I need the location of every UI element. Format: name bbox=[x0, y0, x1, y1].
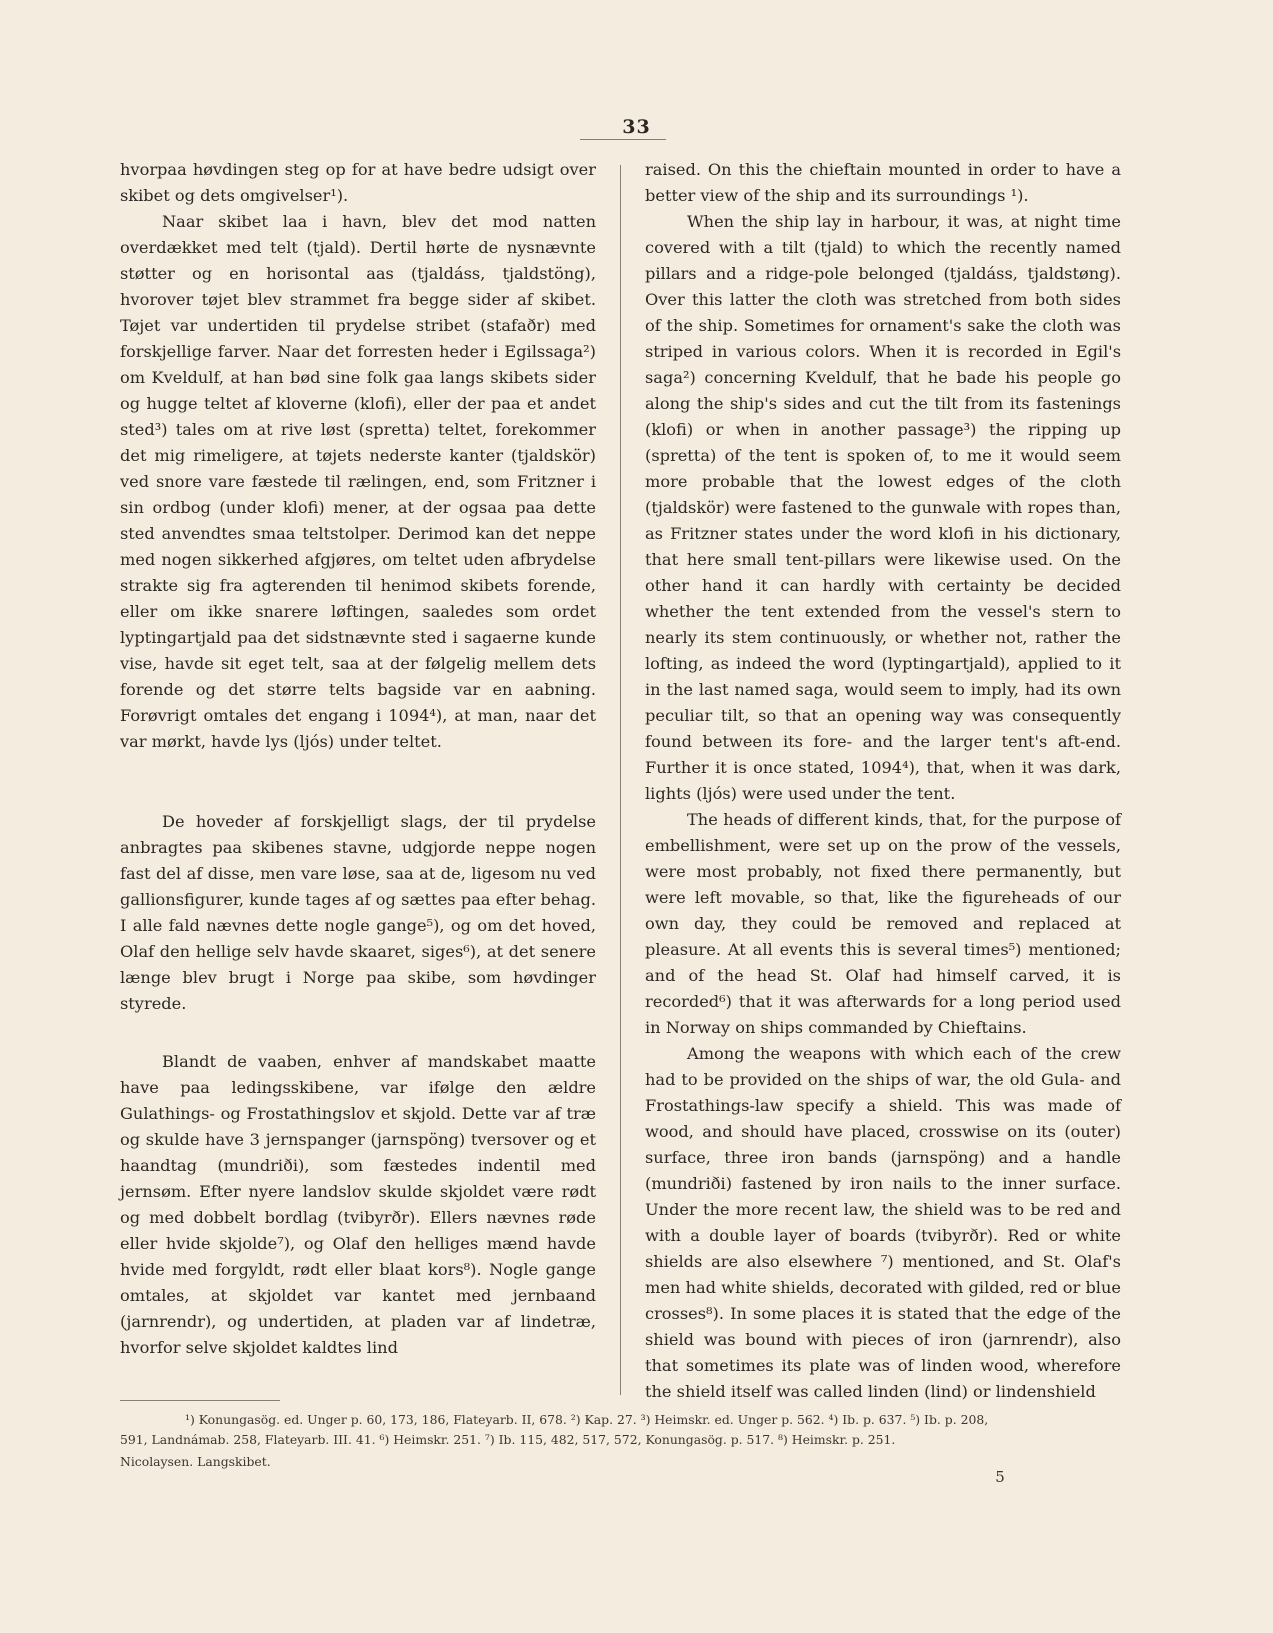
right-column bbox=[645, 157, 1121, 1405]
signature-title: Nicolaysen. Langskibet. bbox=[120, 1454, 271, 1469]
left-paragraph-4: Blandt de vaaben, enhver af mandskabet maatte have paa ledingsskibene, var ifølge den ældre Gulathings- og Frostathingslov et skjold. Dette var af træ og skulde have 3 jernspanger (jarnspöng) tversover og et haandtag (mundriði), som fæstedes indentil med jernsøm. Efter nyere landslov skulde skjoldet være rødt og med dobbelt bordlag (tvibyrðr). Ellers nævnes røde eller hvide skjolde⁷), og Olaf den helliges mænd havde hvide med forgyldt, rødt eller blaat kors⁸). Nogle gange omtales, at skjoldet var kantet med jernbaand (jarnrendr), og undertiden, at pladen var af lindetræ, hvorfor selve skjoldet kaldtes lind bbox=[120, 1052, 596, 1357]
left-paragraph-2: Naar skibet laa i havn, blev det mod natten overdækket med telt (tjald). Dertil hørte de nysnævnte støtter og en horisontal aas (tjaldáss, tjaldstöng), hvorover tøjet blev strammet fra begge sider af skibet. Tøjet var undertiden til prydelse stribet (stafaðr) med forskjellige farver. Naar det forresten heder i Egilssaga²) om Kveldulf, at han bød sine folk gaa langs skibets sider og hugge teltet af kloverne (klofi), eller der paa et andet sted³) tales om at rive løst (spretta) teltet, forekommer det mig rimeligere, at tøjets nederste kanter (tjaldskör) ved snore vare fæstede til rælingen, end, som Fritzner i sin ordbog (under klofi) mener, at der ogsaa paa dette sted anvendtes smaa teltstolper. Derimod kan det neppe med nogen sikkerhed afgjøres, om teltet uden afbrydelse strakte sig fra agterenden til henimod skibets forende, eller om ikke snarere løftingen, saaledes som ordet lyptingartjald paa det sidstnævnte sted i sagaerne kunde vise, havde sit eget telt, saa at der følgelig mellem dets forende og det større telts bagside var en aabning. Forøvrigt omtales det engang i 1094⁴), at man, naar det var mørkt, havde lys (ljós) under teltet. bbox=[120, 212, 596, 751]
page-number-rule bbox=[580, 139, 666, 140]
signature-mark: 5 bbox=[995, 1468, 1005, 1486]
left-paragraph-3: De hoveder af forskjelligt slags, der til prydelse anbragtes paa skibenes stavne, udgjorde neppe nogen fast del af disse, men vare løse, saa at de, ligesom nu ved gallionsfigurer, kunde tages af og sættes paa efter behag. I alle fald nævnes dette nogle gange⁵), og om det hoved, Olaf den hellige selv havde skaaret, siges⁶), at det senere længe blev brugt i Norge paa skibe, som høvdinger styrede. bbox=[120, 812, 596, 1013]
footnotes bbox=[120, 1410, 1080, 1450]
right-paragraph-4: Among the weapons with which each of the crew had to be provided on the ships of war, the old Gula- and Frostathings-law specify a shield. This was made of wood, and should have placed, crosswise on its (outer) surface, three iron bands (jarnspöng) and a handle (mundriði) fastened by iron nails to the inner surface. Under the more recent law, the shield was to be red and with a double layer of boards (tvibyrðr). Red or white shields are also elsewhere ⁷) mentioned, and St. Olaf's men had white shields, decorated with gilded, red or blue crosses⁸). In some places it is stated that the edge of the shield was bound with pieces of iron (jarnrendr), also that sometimes its plate was of linden wood, wherefore the shield itself was called linden (lind) or lindenshield bbox=[645, 1044, 1121, 1401]
footnote-rule bbox=[120, 1400, 280, 1401]
footnote-line-1: ¹) Konungasög. ed. Unger p. 60, 173, 186, Flateyarb. II, 678. ²) Kap. 27. ³) Heimskr. ed. Unger p. 562. ⁴) Ib. p. 637. ⁵) Ib. p. 208, bbox=[185, 1412, 989, 1427]
left-column bbox=[120, 157, 596, 1361]
section-gap bbox=[120, 755, 596, 809]
footnote-line-2: 591, Landnámab. 258, Flateyarb. III. 41. ⁶) Heimskr. 251. ⁷) Ib. 115, 482, 517, 572, Konungasög. p. 517. ⁸) Heimskr. p. 251. bbox=[120, 1432, 896, 1447]
section-gap bbox=[120, 1017, 596, 1049]
right-paragraph-1: raised. On this the chieftain mounted in order to have a better view of the ship and its surroundings ¹). bbox=[645, 160, 1121, 205]
right-paragraph-3: The heads of different kinds, that, for the purpose of embellishment, were set up on the prow of the vessels, were most probably, not fixed there permanently, but were left movable, so that, like the figureheads of our own day, they could be removed and replaced at pleasure. At all events this is several times⁵) mentioned; and of the head St. Olaf had himself carved, it is recorded⁶) that it was afterwards for a long period used in Norway on ships commanded by Chieftains. bbox=[645, 810, 1121, 1037]
page-number: 33 bbox=[622, 116, 651, 138]
right-paragraph-2: When the ship lay in harbour, it was, at night time covered with a tilt (tjald) to which the recently named pillars and a ridge-pole belonged (tjaldáss, tjaldstøng). Over this latter the cloth was stretched from both sides of the ship. Sometimes for ornament's sake the cloth was striped in various colors. When it is recorded in Egil's saga²) concerning Kveldulf, that he bade his people go along the ship's sides and cut the tilt from its fastenings (klofi) or when in another passage³) the ripping up (spretta) of the tent is spoken of, to me it would seem more probable that the lowest edges of the cloth (tjaldskör) were fastened to the gunwale with ropes than, as Fritzner states under the word klofi in his dictionary, that here small tent-pillars were likewise used. On the other hand it can hardly with certainty be decided whether the tent extended from the vessel's stern to nearly its stem continuously, or whether not, rather the lofting, as indeed the word (lyptingartjald), applied to it in the last named saga, would seem to imply, had its own peculiar tilt, so that an opening way was consequently found between its fore- and the larger tent's aft-end. Further it is once stated, 1094⁴), that, when it was dark, lights (ljós) were used under the tent. bbox=[645, 212, 1121, 803]
left-paragraph-1: hvorpaa høvdingen steg op for at have bedre udsigt over skibet og dets omgivelser¹). bbox=[120, 160, 596, 205]
column-divider bbox=[620, 165, 621, 1395]
